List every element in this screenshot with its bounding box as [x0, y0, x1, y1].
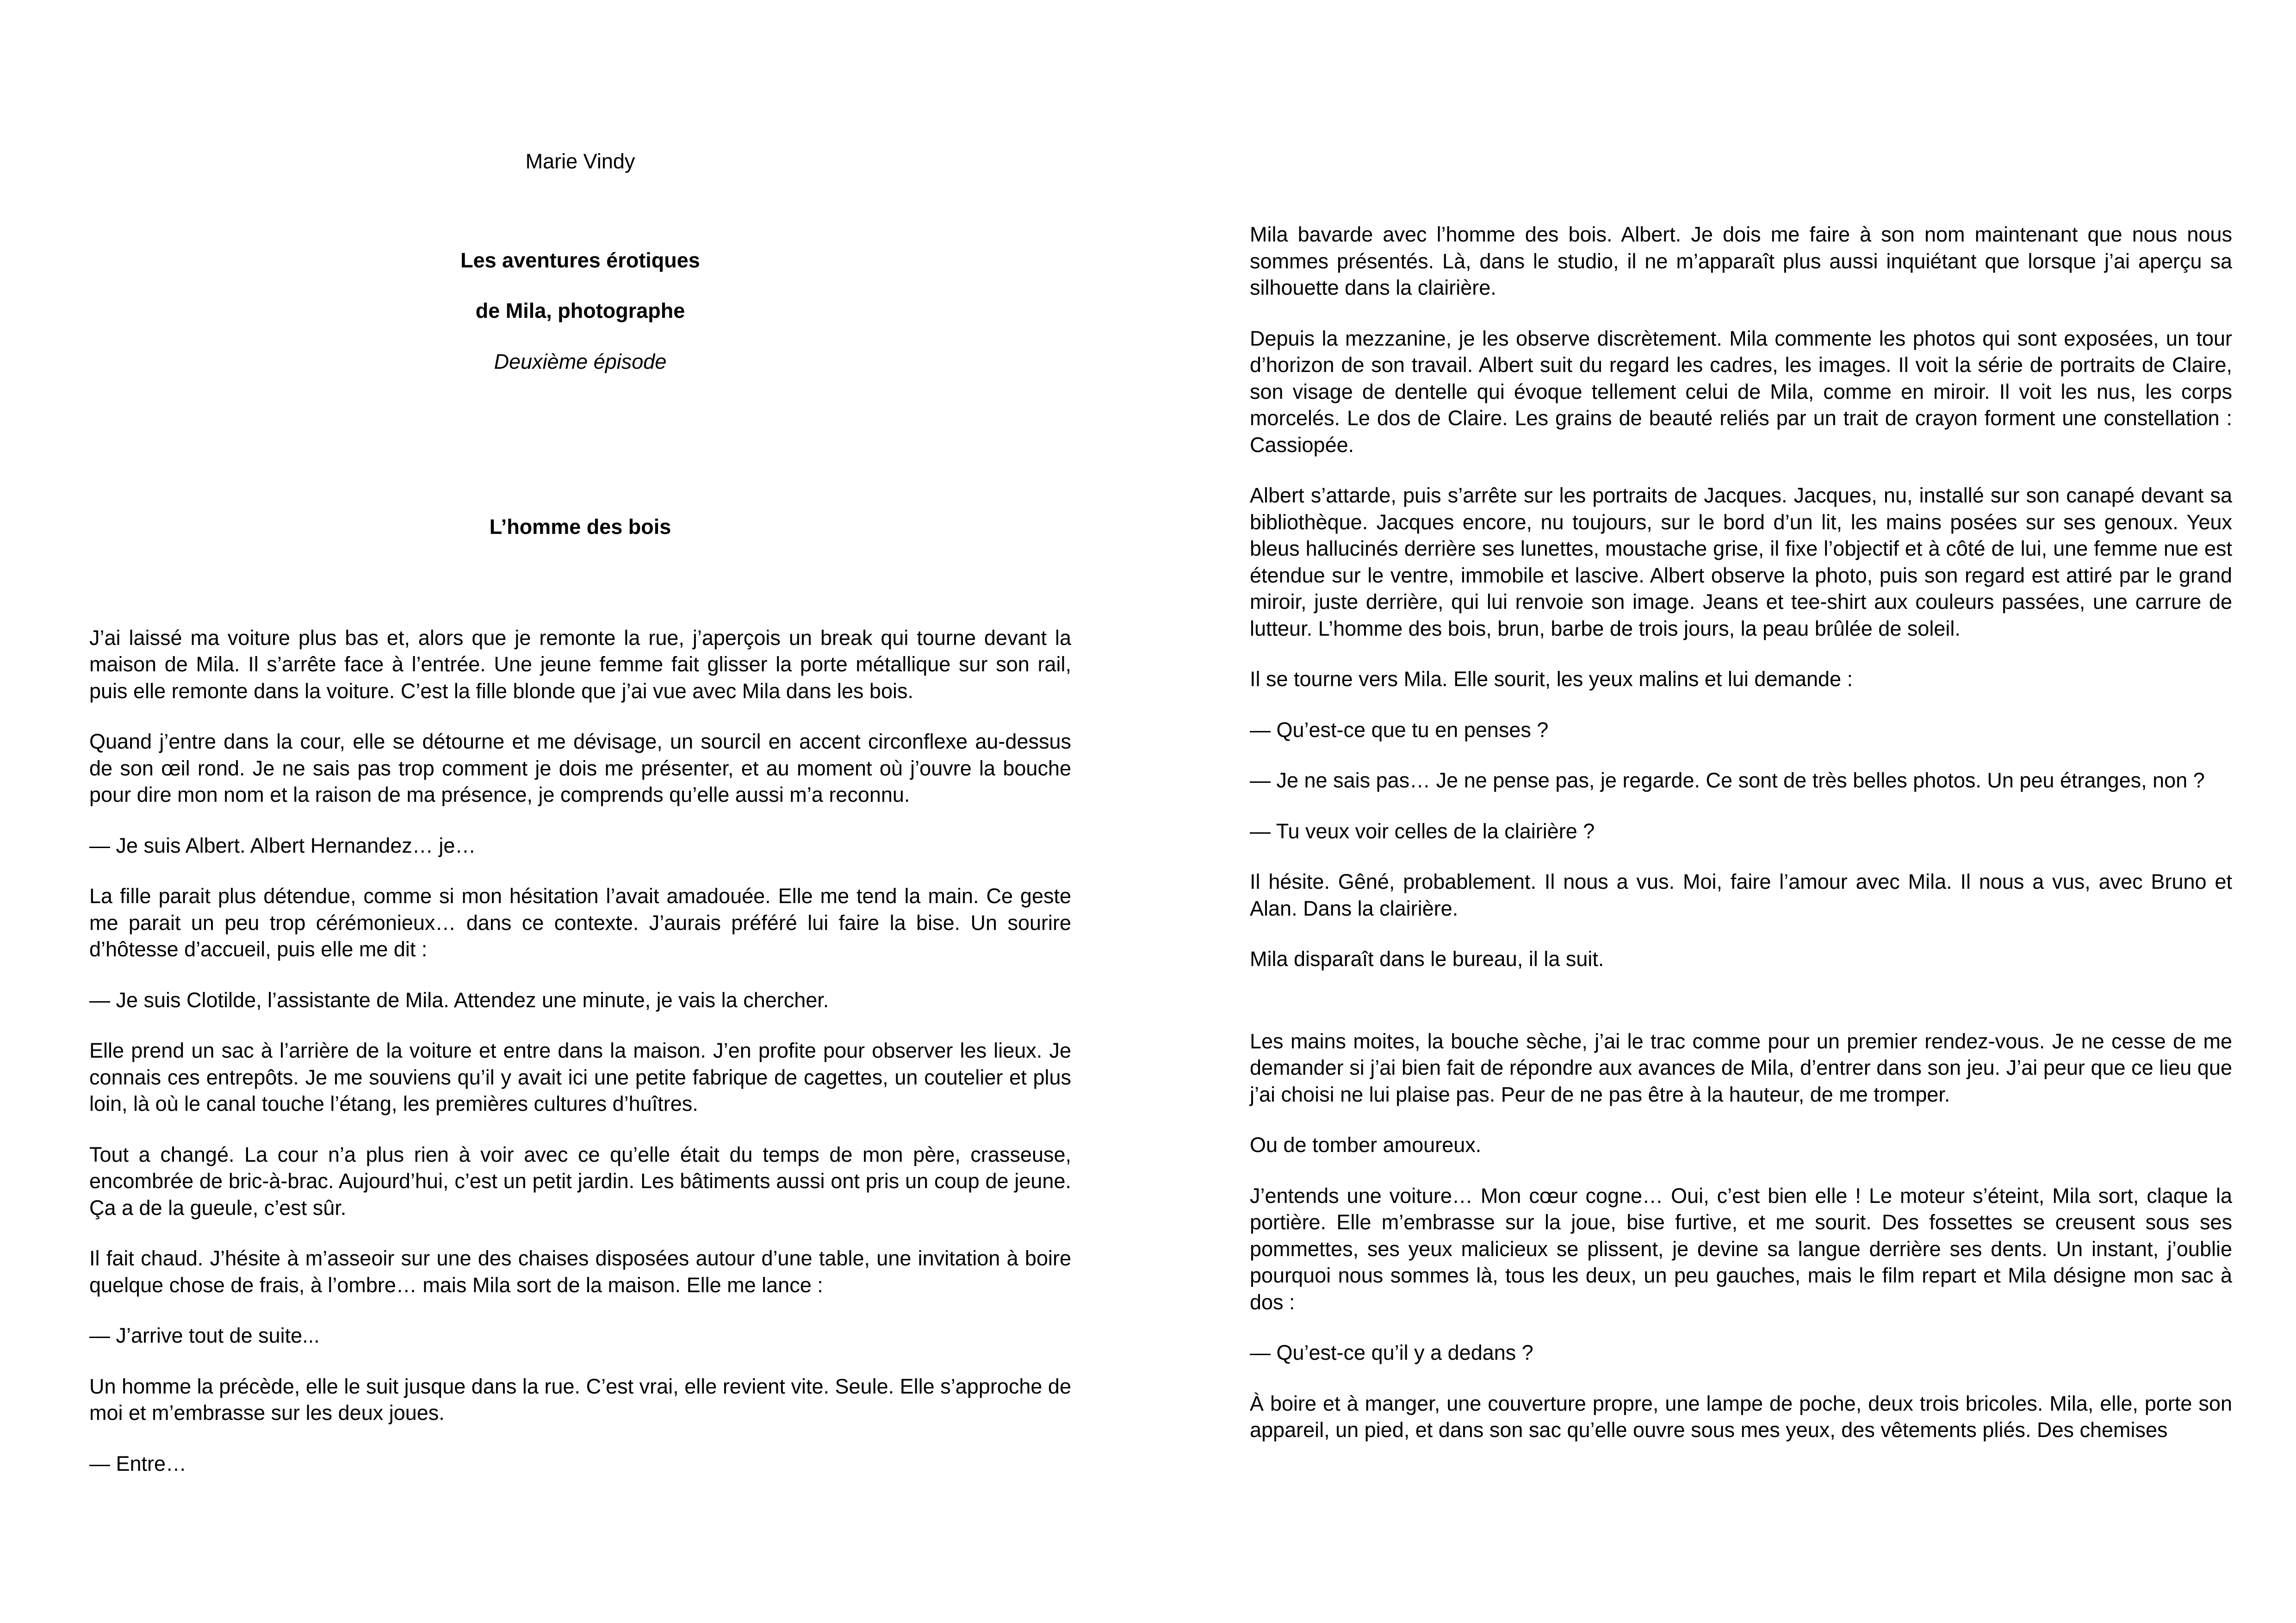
paragraph: Elle prend un sac à l’arrière de la voiture et entre dans la maison. J’en profite pour observer les lieux. Je connais ces entrepôts. Je me souviens qu’il y avait ici une petite fabrique de cagettes, un coutelier et plus loin, là où le canal touche l’étang, les premières cultures d’huîtres. — [89, 1039, 1071, 1115]
dialogue-line: — Je ne sais pas… Je ne pense pas, je regarde. Ce sont de très belles photos. Un peu étranges, non ? — [1250, 768, 2205, 792]
paragraph: Les mains moites, la bouche sèche, j’ai le trac comme pour un premier rendez-vous. Je ne cesse de me demander si j’ai bien fait de répondre aux avances de Mila, d’entrer dans son jeu. J’ai peur que ce lieu que j’ai choisi ne lui plaise pas. Peur de ne pas être à la hauteur, de me tromper. — [1250, 1029, 2232, 1106]
paragraph: Tout a changé. La cour n’a plus rien à voir avec ce qu’elle était du temps de mon père, crasseuse, encombrée de bric-à-brac. Aujourd’hui, c’est un petit jardin. Les bâtiments aussi ont pris un coup de jeune. Ça a de la gueule, c’est sûr. — [89, 1142, 1071, 1220]
dialogue-line: — Entre… — [89, 1451, 187, 1475]
book-title-line-2: de Mila, photographe — [475, 299, 685, 322]
paragraph: J’entends une voiture… Mon cœur cogne… Oui, c’est bien elle ! Le moteur s’éteint, Mila sort, claque la portière. Elle m’embrasse sur la joue, bise furtive, et me sourit. Des fossettes se creusent sous ses pommettes, ses yeux malicieux se plissent, je devine sa langue derrière ses dents. Un instant, j’oublie pourquoi nous sommes là, tous les deux, un peu gauches, mais le film repart et Mila désigne mon sac à dos : — [1250, 1183, 2232, 1314]
dialogue-line: — Tu veux voir celles de la clairière ? — [1250, 819, 1595, 843]
paragraph: Mila bavarde avec l’homme des bois. Albert. Je dois me faire à son nom maintenant que nous nous sommes présentés. Là, dans le studio, il ne m’apparaît plus aussi inquiétant que lorsque j’ai aperçu sa silhouette dans la clairière. — [1250, 223, 2232, 299]
episode-label: Deuxième épisode — [494, 349, 667, 373]
author-name: Marie Vindy — [525, 149, 635, 173]
paragraph: Mila disparaît dans le bureau, il la suit. — [1250, 947, 1604, 971]
paragraph: Il hésite. Gêné, probablement. Il nous a vus. Moi, faire l’amour avec Mila. Il nous a vus, avec Bruno et Alan. Dans la clairière. — [1250, 870, 2232, 920]
paragraph: Quand j’entre dans la cour, elle se détourne et me dévisage, un sourcil en accent circonflexe au-dessus de son œil rond. Je ne sais pas trop comment je dois me présenter, et au moment où j’ouvre la bouche pour dire mon nom et la raison de ma présence, je comprends qu’elle aussi m’a reconnu. — [89, 730, 1071, 806]
right-page — [1250, 221, 2232, 1468]
paragraph: La fille parait plus détendue, comme si mon hésitation l’avait amadouée. Elle me tend la main. Ce geste me parait un peu trop cérémonieux… dans ce contexte. J’aurais préféré lui faire la bise. Un sourire d’hôtesse d’accueil, puis elle me dit : — [89, 884, 1071, 961]
dialogue-line: — Je suis Clotilde, l’assistante de Mila. Attendez une minute, je vais la chercher. — [89, 988, 829, 1012]
left-page — [89, 148, 1071, 1501]
chapter-title: L’homme des bois — [489, 515, 671, 539]
paragraph: Albert s’attarde, puis s’arrête sur les portraits de Jacques. Jacques, nu, installé sur son canapé devant sa bibliothèque. Jacques encore, nu toujours, sur le bord d’un lit, les mains posées sur ses genoux. Yeux bleus hallucinés derrière ses lunettes, moustache grise, il fixe l’objectif et à côté de lui, une femme nue est étendue sur le ventre, immobile et lascive. Albert observe la photo, puis son regard est attiré par le grand miroir, juste derrière, qui lui renvoie son image. Jeans et tee-shirt aux couleurs passées, une carrure de lutteur. L’homme des bois, brun, barbe de trois jours, la peau brûlée de soleil. — [1250, 483, 2232, 640]
paragraph: Il fait chaud. J’hésite à m’asseoir sur une des chaises disposées autour d’une table, une invitation à boire quelque chose de frais, à l’ombre… mais Mila sort de la maison. Elle me lance : — [89, 1246, 1071, 1297]
paragraph: À boire et à manger, une couverture propre, une lampe de poche, deux trois bricoles. Mila, elle, porte son appareil, un pied, et dans son sac qu’elle ouvre sous mes yeux, des vêtements pliés. Des chemises — [1250, 1391, 2232, 1442]
paragraph: J’ai laissé ma voiture plus bas et, alors que je remonte la rue, j’aperçois un break qui tourne devant la maison de Mila. Il s’arrête face à l’entrée. Une jeune femme fait glisser la porte métallique sur son rail, puis elle remonte dans la voiture. C’est la fille blonde que j’ai vue avec Mila dans les bois. — [89, 626, 1071, 703]
dialogue-line: — J’arrive tout de suite... — [89, 1324, 320, 1347]
paragraph: Il se tourne vers Mila. Elle sourit, les yeux malins et lui demande : — [1250, 667, 1853, 691]
dialogue-line: — Qu’est-ce qu’il y a dedans ? — [1250, 1341, 1533, 1364]
paragraph: Depuis la mezzanine, je les observe discrètement. Mila commente les photos qui sont exposées, un tour d’horizon de son travail. Albert suit du regard les cadres, les images. Il voit la série de portraits de Claire, son visage de dentelle qui évoque tellement celui de Mila, comme en miroir. Il voit les nus, les corps morcelés. Le dos de Claire. Les grains de beauté reliés par un trait de crayon forment une constellation : Cassiopée. — [1250, 326, 2232, 457]
book-title-line-1: Les aventures érotiques — [460, 248, 700, 272]
dialogue-line: — Qu’est-ce que tu en penses ? — [1250, 718, 1549, 742]
dialogue-line: — Je suis Albert. Albert Hernandez… je… — [89, 833, 476, 857]
paragraph: Ou de tomber amoureux. — [1250, 1133, 1482, 1157]
paragraph: Un homme la précède, elle le suit jusque dans la rue. C’est vrai, elle revient vite. Seule. Elle s’approche de moi et m’embrasse sur les deux joues. — [89, 1374, 1071, 1425]
